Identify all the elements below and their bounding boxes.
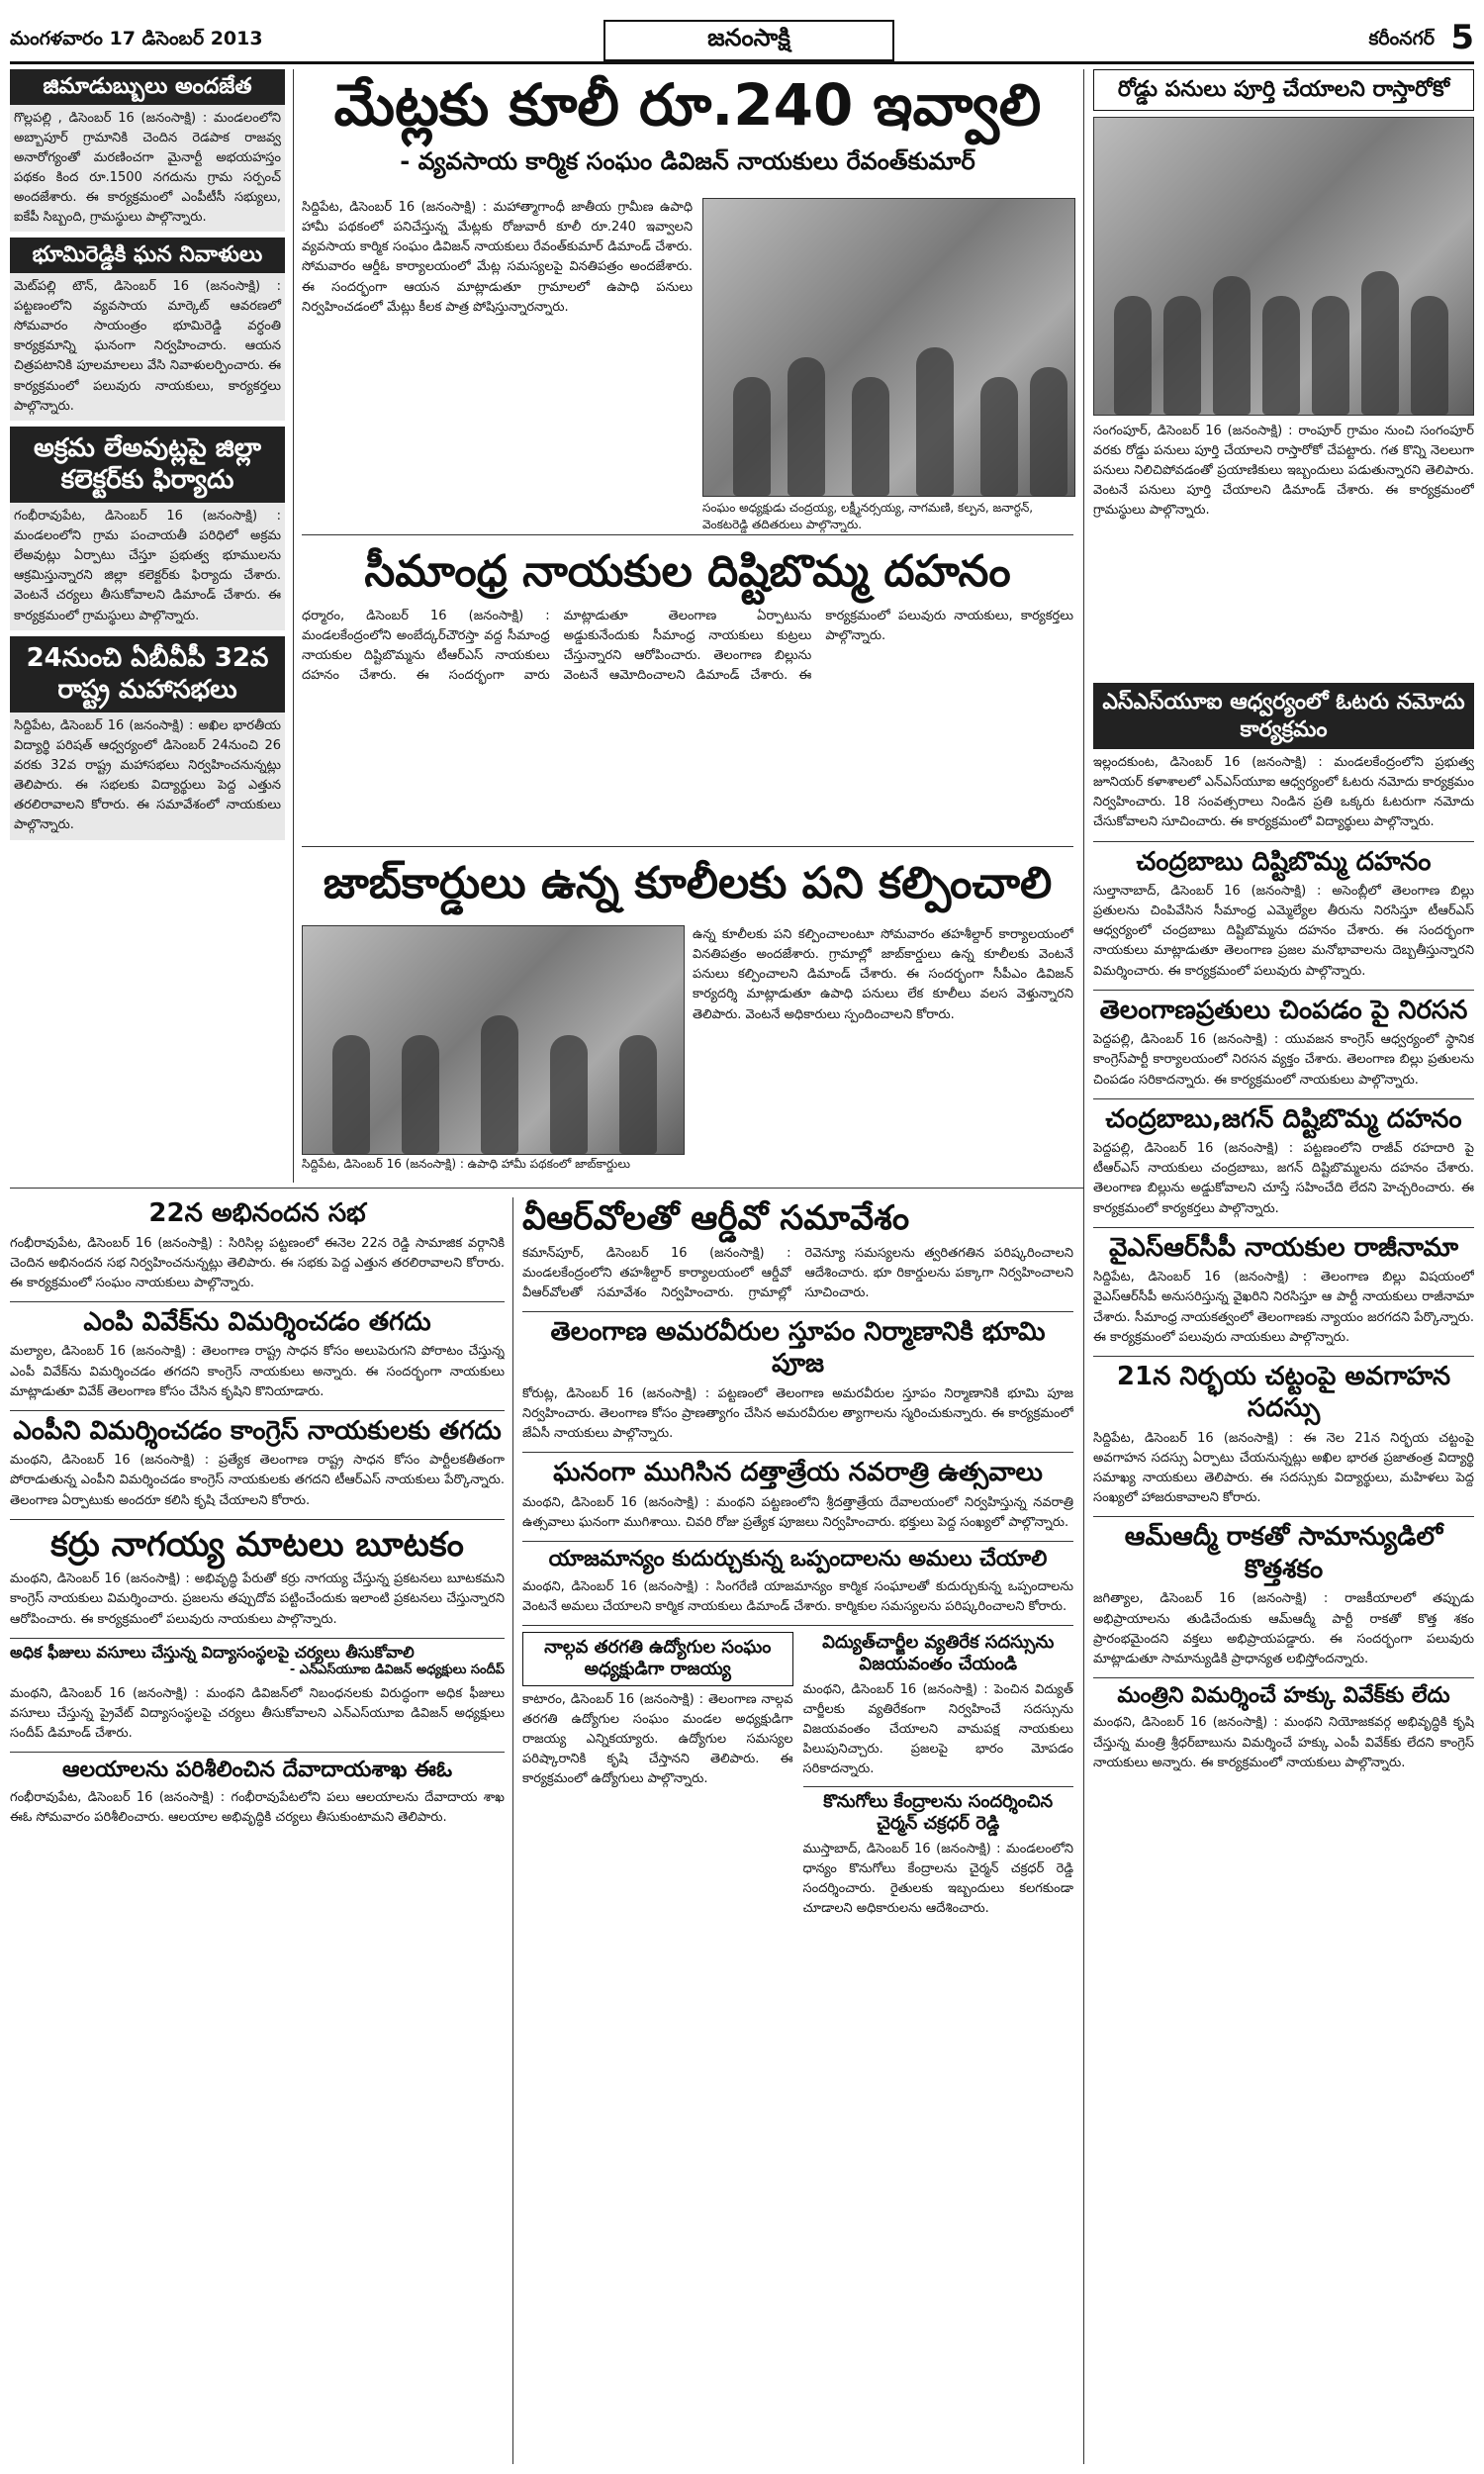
abhinandana-body: గంభీరావుపేట, డిసెంబర్ 16 (జనంసాక్షి) : సిరిసిల్ల పట్టణంలో ఈనెల 22న రెడ్డి సామాజిక వర్గానికి చెందిన అభినందన సభ నిర్వహించనున్నట్లు తెలిపారు. ఈ సభకు పెద్ద ఎత్తున తరలిరావాలని కోరారు. ఈ కార్యక్రమంలో సంఘం నాయకులు పాల్గొన్నారు. [10,1235,505,1290]
vivek-right-body: మంథని, డిసెంబర్ 16 (జనంసాక్షి) : మంథని నియోజకవర్గ అభివృద్ధికి కృషి చేస్తున్న మంత్రి శ్రీధర్‌బాబును విమర్శించే హక్కు ఎంపీ వివేక్‌కు లేదని కాంగ్రెస్ నాయకులు అన్నారు. ఈ కార్యక్రమంలో నాయకులు పాల్గొన్నారు. [1093,1715,1474,1770]
telangana-prati-body: పెద్దపల్లి, డిసెంబర్ 16 (జనంసాక్షి) : యువజన కాంగ్రెస్ ఆధ్వర్యంలో స్థానిక కాంగ్రెస్‌పార్టీ కార్యాలయంలో నిరసన వ్యక్తం చేశారు. తెలంగాణ బిల్లు ప్రతులను చింపడం సరికాదన్నారు. ఈ కార్యక్రమంలో నాయకులు పాల్గొన్నారు. [1093,1032,1474,1088]
konugolu-title: కొనుగోలు కేంద్రాలను సందర్శించిన చైర్మన్ చక్రధర్ రెడ్డి [803,1786,1074,1836]
left-a1-body: గొల్లపల్లి , డిసెంబర్ 16 (జనంసాక్షి) : మండలంలోని అబ్బాపూర్ గ్రామానికి చెందిన రెడపాక రాజవ్వ అనారోగ్యంతో మరణించగా మైనార్టీ అభయహస్తం పథకం కింద రూ.1500 నగదును గ్రామ సర్పంచ్ అందజేశారు. ఈ కార్యక్రమంలో ఎంపీటీసీ సభ్యులు, ఐకేపీ సిబ్బంది, గ్రామస్థులు పాల్గొన్నారు. [10,105,285,233]
electricity-body: మంథని, డిసెంబర్ 16 (జనంసాక్షి) : పెంచిన విద్యుత్ చార్జీలకు వ్యతిరేకంగా నిర్వహించే సదస్సును విజయవంతం చేయాలని వామపక్ష నాయకులు పిలుపునిచ్చారు. ప్రజలపై భారం మోపడం సరికాదన్నారు. [802,1681,1073,1777]
congress-leaders-body: మంథని, డిసెంబర్ 16 (జనంసాక్షి) : ప్రత్యేక తెలంగాణ రాష్ట్ర సాధన కోసం పార్టీలకతీతంగా పోరాడుతున్న ఎంపీని విమర్శించడం కాంగ్రెస్ నాయకులకు తగదని టీఆర్‌ఎస్ నాయకులు పేర్కొన్నారు. తెలంగాణ ఏర్పాటుకు అందరూ కలిసి కృషి చేయాలని కోరారు. [10,1453,505,1508]
vivek-right-title: మంత్రిని విమర్శించే హక్కు వివేక్‌కు లేదు [1093,1677,1474,1710]
datta-body: మంథని, డిసెంబర్ 16 (జనంసాక్షి) : మంథని పట్టణంలోని శ్రీదత్తాత్రేయ దేవాలయంలో నిర్వహిస్తున్న నవరాత్రి ఉత్సవాలు ఘనంగా ముగిశాయి. చివరి రోజు ప్రత్యేక పూజలు నిర్వహించారు. భక్తులు పెద్ద సంఖ్యలో పాల్గొన్నారు. [522,1494,1073,1530]
jobcards-headline: జాబ్‌కార్డులు ఉన్న కూలీలకు పని కల్పించాలి [323,858,1053,908]
electricity-title: విద్యుత్‌చార్జీల వ్యతిరేక సదస్సును విజయవంతం చేయండి [822,1631,1055,1675]
aam-aadmi-title: ఆమ్‌ఆద్మీ రాకతో సామాన్యుడిలో కొత్తశకం [1093,1516,1474,1585]
temples-title: ఆలయాలను పరిశీలించిన దేవాదాయశాఖ ఈఓ [10,1752,505,1784]
ysrcp-title: వైఎస్ఆర్‌సీపీ నాయకుల రాజీనామా [1093,1227,1474,1265]
fees-subhead: - ఎన్‌ఎస్‌యూఐ డివిజన్ అధ్యక్షులు సందీప్ [289,1662,505,1677]
left-a3-title: అక్రమ లేఅవుట్లపై జిల్లా కలెక్టర్‌కు ఫిర్యాదు [10,427,285,503]
fees-title: అధిక ఫీజులు వసూలు చేస్తున్న విద్యాసంస్థలపై చర్యలు తీసుకోవాలి [10,1638,505,1663]
employees-title: నాల్గవ తరగతి ఉద్యోగుల సంఘం అధ్యక్షుడిగా రాజయ్య [522,1632,793,1686]
page-header [10,18,1474,64]
abhinandana-title: 22న అభినందన సభ [148,1198,366,1228]
stupam-title: తెలంగాణ అమరవీరుల స్తూపం నిర్మాణానికి భూమి పూజ [522,1311,1073,1380]
konugolu-body: ముస్తాబాద్, డిసెంబర్ 16 (జనంసాక్షి) : మండలంలోని ధాన్యం కొనుగోలు కేంద్రాలను చైర్మన్ చక్రధర్ రెడ్డి సందర్శించారు. రైతులకు ఇబ్బందులు కలగకుండా చూడాలని అధికారులను ఆదేశించారు. [802,1841,1073,1917]
left-a2-body: మెట్‌పల్లి టౌన్, డిసెంబర్ 16 (జనంసాక్షి) : పట్టణంలోని వ్యవసాయ మార్కెట్ ఆవరణలో సోమవారం సాయంత్రం భూమిరెడ్డి వర్ధంతి కార్యక్రమాన్ని ఘనంగా నిర్వహించారు. ఆయన చిత్రపటానికి పూలమాలలు వేసి నివాళులర్పించారు. ఈ కార్యక్రమంలో పలువురు నాయకులు, కార్యకర్తలు పాల్గొన్నారు. [10,273,285,421]
nirbhaya-body: సిద్దిపేట, డిసెంబర్ 16 (జనంసాక్షి) : ఈ నెల 21న నిర్భయ చట్టంపై అవగాహన సదస్సు ఏర్పాటు చేయనున్నట్లు అఖిల భారత ప్రజాతంత్ర విద్యార్థి సమాఖ్య నాయకులు తెలిపారు. ఈ సదస్సుకు విద్యార్థులు, మహిళలు పెద్ద సంఖ్యలో హాజరుకావాలని కోరారు. [1093,1430,1474,1506]
header-date: మంగళవారం 17 డిసెంబర్ 2013 [10,28,263,49]
header-city: కరీంనగర్ [1368,28,1435,49]
left-a4-body: సిద్దిపేట, డిసెంబర్ 16 (జనంసాక్షి) : అఖిల భారతీయ విద్యార్థి పరిషత్ ఆధ్వర్యంలో డిసెంబర్ 24నుంచి 26 వరకు 32వ రాష్ట్ర మహాసభలు నిర్వహించనున్నట్లు తెలిపారు. ఈ సభలకు విద్యార్థులు పెద్ద ఎత్తున తరలిరావాలని కోరారు. ఈ సమావేశంలో నాయకులు పాల్గొన్నారు. [10,713,285,840]
lead-body: సిద్దిపేట, డిసెంబర్ 16 (జనంసాక్షి) : మహాత్మాగాంధీ జాతీయ గ్రామీణ ఉపాధి హామీ పథకంలో పనిచేస్తున్న మేట్లకు రోజువారీ కూలీ రూ.240 ఇవ్వాలని వ్యవసాయ కార్మిక సంఘం డివిజన్ నాయకులు రేవంత్‌కుమార్ డిమాండ్ చేశారు. సోమవారం ఆర్డీఓ కార్యాలయంలో మేట్ల సమస్యలపై వినతిపత్రం అందజేశారు. ఈ సందర్భంగా ఆయన మాట్లాడుతూ గ్రామాలలో ఉపాధి పనులు నిర్వహించడంలో మేట్లు కీలక పాత్ర పోషిస్తున్నారన్నారు. [302,200,693,315]
lead-photo-caption: సంఘం అధ్యక్షుడు చంద్రయ్య, లక్ష్మీనర్సయ్య, నాగమణి, కల్పన, జనార్ధన్, వెంకటరెడ్డి తదితరులు పాల్గొన్నారు. [702,501,1034,532]
nirbhaya-title: 21న నిర్భయ చట్టంపై అవగాహన సదస్సు [1093,1356,1474,1425]
mid-center-column [522,1197,1073,2464]
cbn-jagan-title: చంద్రబాబు,జగన్ దిష్టిబొమ్మ దహనం [1093,1098,1474,1136]
yajamanyam-body: మంథని, డిసెంబర్ 16 (జనంసాక్షి) : సింగరేణి యాజమాన్యం కార్మిక సంఘాలతో కుదుర్చుకున్న ఒప్పందాలను వెంటనే అమలు చేయాలని కార్మిక నాయకులు డిమాండ్ చేశారు. కార్మికుల సమస్యలను పరిష్కరించాలని కోరారు. [522,1578,1073,1614]
left-a2-title: భూమిరెడ్డికి ఘన నివాళులు [10,238,285,273]
chandrababu-title: చంద్రబాబు దిష్టిబొమ్మ దహనం [1093,841,1474,879]
karra-body: మంథని, డిసెంబర్ 16 (జనంసాక్షి) : అభివృద్ధి పేరుతో కర్రు నాగయ్య చేస్తున్న ప్రకటనలు బూటకమని కాంగ్రెస్ నాయకులు విమర్శించారు. ప్రజలను తప్పుదోవ పట్టించేందుకు ఇలాంటి ప్రకటనలు చేస్తున్నారని ఆరోపించారు. ఈ కార్యక్రమంలో పలువురు నాయకులు పాల్గొన్నారు. [10,1571,505,1627]
aam-aadmi-body: జగిత్యాల, డిసెంబర్ 16 (జనంసాక్షి) : రాజకీయాలలో తప్పుడు అభిప్రాయాలను తుడిచేందుకు ఆమ్‌ఆద్మీ పార్టీ రాకతో కొత్త శకం ప్రారంభమైందని వక్తలు అభిప్రాయపడ్డారు. ఈ సందర్భంగా పలువురు మాట్లాడుతూ సామాన్యుడికి ప్రాధాన్యత లభిస్తోందన్నారు. [1093,1591,1474,1666]
datta-title: ఘనంగా ముగిసిన దత్తాత్రేయ నవరాత్రి ఉత్సవాలు [522,1452,1073,1489]
left-a3-body: గంభీరావుపేట, డిసెంబర్ 16 (జనంసాక్షి) : మండలంలోని గ్రామ పంచాయతీ పరిధిలో అక్రమ లేఅవుట్లు ఏర్పాటు చేస్తూ ప్రభుత్వ భూములను ఆక్రమిస్తున్నారని జిల్లా కలెక్టర్‌కు ఫిర్యాదు చేశారు. వెంటనే చర్యలు తీసుకోవాలని డిమాండ్ చేశారు. ఈ కార్యక్రమంలో గ్రామస్థులు పాల్గొన్నారు. [10,503,285,630]
seemandhra-headline: సీమాంధ్ర నాయకుల దిష్టిబొమ్మ దహనం [364,546,1011,597]
vro-title: వీఆర్‌వోలతో ఆర్డీవో సమావేశం [522,1198,910,1238]
masthead: జనంసాక్షి [603,20,894,61]
employees-article [522,1632,793,1919]
right-top-body: సంగంపూర్, డిసెంబర్ 16 (జనంసాక్షి) : రాంపూర్ గ్రామం నుంచి సంగంపూర్ వరకు రోడ్డు పనులు పూర్తి చేయాలని రాస్తారోకో చేపట్టారు. గత కొన్ని నెలలుగా పనులు నిలిచిపోవడంతో ప్రయాణికులు ఇబ్బందులు పడుతున్నారని తెలిపారు. వెంటనే పనులు పూర్తి చేయాలని డిమాండ్ చేశారు. ఈ కార్యక్రమంలో గ్రామస్థులు పాల్గొన్నారు. [1093,423,1474,519]
fees-body: మంథని, డిసెంబర్ 16 (జనంసాక్షి) : మంథని డివిజన్‌లో నిబంధనలకు విరుద్ధంగా అధిక ఫీజులు వసూలు చేస్తున్న ప్రైవేట్ విద్యాసంస్థలపై చర్యలు తీసుకోవాలని ఎన్‌ఎస్‌యూఐ డివిజన్ అధ్యక్షులు సందీప్ డిమాండ్ చేశారు. [10,1685,505,1741]
stupam-body: కోరుట్ల, డిసెంబర్ 16 (జనంసాక్షి) : పట్టణంలో తెలంగాణ అమరవీరుల స్తూపం నిర్మాణానికి భూమి పూజ నిర్వహించారు. తెలంగాణ కోసం ప్రాణత్యాగం చేసిన అమరవీరుల త్యాగాలను స్మరించుకున్నారు. ఈ కార్యక్రమంలో జేఏసీ నాయకులు పాల్గొన్నారు. [522,1385,1073,1442]
ssu-title: ఎస్ఎస్‌యూఐ ఆధ్వర్యంలో ఓటరు నమోదు కార్యక్రమం [1093,683,1474,749]
right-top-photo [1093,117,1474,416]
cbn-jagan-body: పెద్దపల్లి, డిసెంబర్ 16 (జనంసాక్షి) : పట్టణంలోని రాజీవ్ రహదారి పై టీఆర్‌ఎస్ నాయకులు చంద్రబాబు, జగన్ దిష్టిబొమ్మలను దహనం చేశారు. తెలంగాణ బిల్లును అడ్డుకోవాలని చూస్తే సహించేది లేదని హెచ్చరించారు. ఈ కార్యక్రమంలో కార్యకర్తలు పాల్గొన్నారు. [1093,1141,1474,1216]
seemandhra-article [302,544,1073,841]
right-column-stack [1093,683,1474,2464]
right-top-article [1093,69,1474,673]
left-a1-title: జిమాడుబ్బులు అందజేత [10,69,285,105]
electricity-article [803,1632,1074,1919]
ssu-body: ఇల్లందకుంట, డిసెంబర్ 16 (జనంసాక్షి) : మండలకేంద్రంలోని ప్రభుత్వ జూనియర్ కళాశాలలో ఎన్ఎస్‌యూఐ ఆధ్వర్యంలో ఓటరు నమోదు కార్యక్రమం నిర్వహించారు. 18 సంవత్సరాలు నిండిన ప్రతి ఒక్కరు ఓటరుగా నమోదు చేసుకోవాలని సూచించారు. ఈ కార్యక్రమంలో విద్యార్థులు పాల్గొన్నారు. [1093,755,1474,830]
seemandhra-body: ధర్మారం, డిసెంబర్ 16 (జనంసాక్షి) : మండలకేంద్రంలోని అంబేద్కర్‌చౌరస్తా వద్ద సీమాంధ్ర నాయకుల దిష్టిబొమ్మను టీఆర్‌ఎస్ నాయకులు దహనం చేశారు. ఈ సందర్భంగా వారు మాట్లాడుతూ తెలంగాణ ఏర్పాటును అడ్డుకునేందుకు సీమాంధ్ర నాయకులు కుట్రలు చేస్తున్నారని ఆరోపించారు. తెలంగాణ బిల్లును వెంటనే ఆమోదించాలని డిమాండ్ చేశారు. ఈ కార్యక్రమంలో పలువురు నాయకులు, కార్యకర్తలు పాల్గొన్నారు. [302,609,1073,684]
jobcards-body: ఉన్న కూలీలకు పని కల్పించాలంటూ సోమవారం తహశీల్దార్ కార్యాలయంలో వినతిపత్రం అందజేశారు. గ్రామాల్లో జాబ్‌కార్డులు ఉన్న కూలీలకు వెంటనే పనులు కల్పించాలని డిమాండ్ చేశారు. ఈ సందర్భంగా సీపీఎం డివిజన్ కార్యదర్శి మాట్లాడుతూ ఉపాధి పనులు లేక కూలీలు వలస వెళ్తున్నారని తెలిపారు. వెంటనే అధికారులు స్పందించాలని కోరారు. [693,927,1073,1022]
lead-headline: మేట్లకు కూలీ రూ.240 ఇవ్వాలి [333,71,1042,139]
telangana-prati-title: తెలంగాణప్రతులు చింపడం పై నిరసన [1093,990,1474,1027]
vivek-critic-body: మల్యాల, డిసెంబర్ 16 (జనంసాక్షి) : తెలంగాణ రాష్ట్ర సాధన కోసం అలుపెరుగని పోరాటం చేస్తున్న ఎంపీ వివేక్‌ను విమర్శించడం తగదని కాంగ్రెస్ నాయకులు అన్నారు. ఈ సందర్భంగా నాయకులు మాట్లాడుతూ వివేక్ తెలంగాణ కోసం చేసిన కృషిని కొనియాడారు. [10,1344,505,1399]
congress-leaders-title: ఎంపీని విమర్శించడం కాంగ్రెస్ నాయకులకు తగదు [10,1410,505,1448]
employees-body: కాటారం, డిసెంబర్ 16 (జనంసాక్షి) : తెలంగాణ నాల్గవ తరగతి ఉద్యోగుల సంఘం మండల అధ్యక్షుడిగా రాజయ్య ఎన్నికయ్యారు. ఉద్యోగుల సమస్యల పరిష్కారానికి కృషి చేస్తానని తెలిపారు. ఈ కార్యక్రమంలో ఉద్యోగులు పాల్గొన్నారు. [522,1691,793,1787]
vro-body: కమాన్‌పూర్, డిసెంబర్ 16 (జనంసాక్షి) : మండలకేంద్రంలోని తహశీల్దార్ కార్యాలయంలో ఆర్డీవో వీఆర్‌వోలతో సమావేశం నిర్వహించారు. గ్రామాల్లో రెవెన్యూ సమస్యలను త్వరితగతిన పరిష్కరించాలని ఆదేశించారు. భూ రికార్డులను పక్కాగా నిర్వహించాలని సూచించారు. [522,1245,1073,1300]
karra-title: కర్రు నాగయ్య మాటలు బూటకం [10,1519,505,1567]
yajamanyam-title: యాజమాన్యం కుదుర్చుకున్న ఒప్పందాలను అమలు చేయాలి [522,1541,1073,1573]
lead-headline-block [302,69,1073,188]
right-top-title: రోడ్డు పనులు పూర్తి చేయాలని రాస్తారోకో [1093,69,1474,111]
chandrababu-body: సుల్తానాబాద్, డిసెంబర్ 16 (జనంసాక్షి) : అసెంబ్లీలో తెలంగాణ బిల్లు ప్రతులను చింపివేసిన సీమాంధ్ర ఎమ్మెల్యేల తీరును నిరసిస్తూ టీఆర్‌ఎస్ ఆధ్వర్యంలో చంద్రబాబు దిష్టిబొమ్మను దహనం చేశారు. ఈ సందర్భంగా నాయకులు మాట్లాడుతూ తెలంగాణ ప్రజల మనోభావాలను దెబ్బతీస్తున్నారని విమర్శించారు. ఈ కార్యక్రమంలో పలువురు పాల్గొన్నారు. [1093,884,1474,979]
temples-body: గంభీరావుపేట, డిసెంబర్ 16 (జనంసాక్షి) : గంభీరావుపేటలోని పలు ఆలయాలను దేవాదాయ శాఖ ఈఓ సోమవారం పరిశీలించారు. ఆలయాల అభివృద్ధికి చర్యలు తీసుకుంటామని తెలిపారు. [10,1789,505,1825]
lead-subhead: - వ్యవసాయ కార్మిక సంఘం డివిజన్ నాయకులు రేవంత్‌కుమార్ [400,146,975,175]
jobcards-photo-caption: సిద్దిపేట, డిసెంబర్ 16 (జనంసాక్షి) : ఉపాధి హామీ పథకంలో జాబ్‌కార్డులు [302,1157,630,1171]
vivek-critic-title: ఎంపి వివేక్‌ను విమర్శించడం తగదు [10,1301,505,1339]
left-column [10,69,285,1183]
ysrcp-body: సిద్దిపేట, డిసెంబర్ 16 (జనంసాక్షి) : తెలంగాణ బిల్లు విషయంలో వైఎస్ఆర్‌సీపీ అనుసరిస్తున్న వైఖరిని నిరసిస్తూ ఆ పార్టీ నాయకులు రాజీనామా చేశారు. సీమాంధ్ర నాయకత్వంలో తెలంగాణకు న్యాయం జరగదని పేర్కొన్నారు. ఈ కార్యక్రమంలో పలువురు నాయకులు పాల్గొన్నారు. [1093,1270,1474,1345]
left-a4-title: 24నుంచి ఏబీవీపీ 32వ రాష్ట్ర మహాసభలు [10,636,285,713]
lead-photo [702,198,1075,497]
jobcards-photo [302,925,685,1155]
page-number: 5 [1450,18,1474,57]
mid-left-column [10,1197,505,2464]
